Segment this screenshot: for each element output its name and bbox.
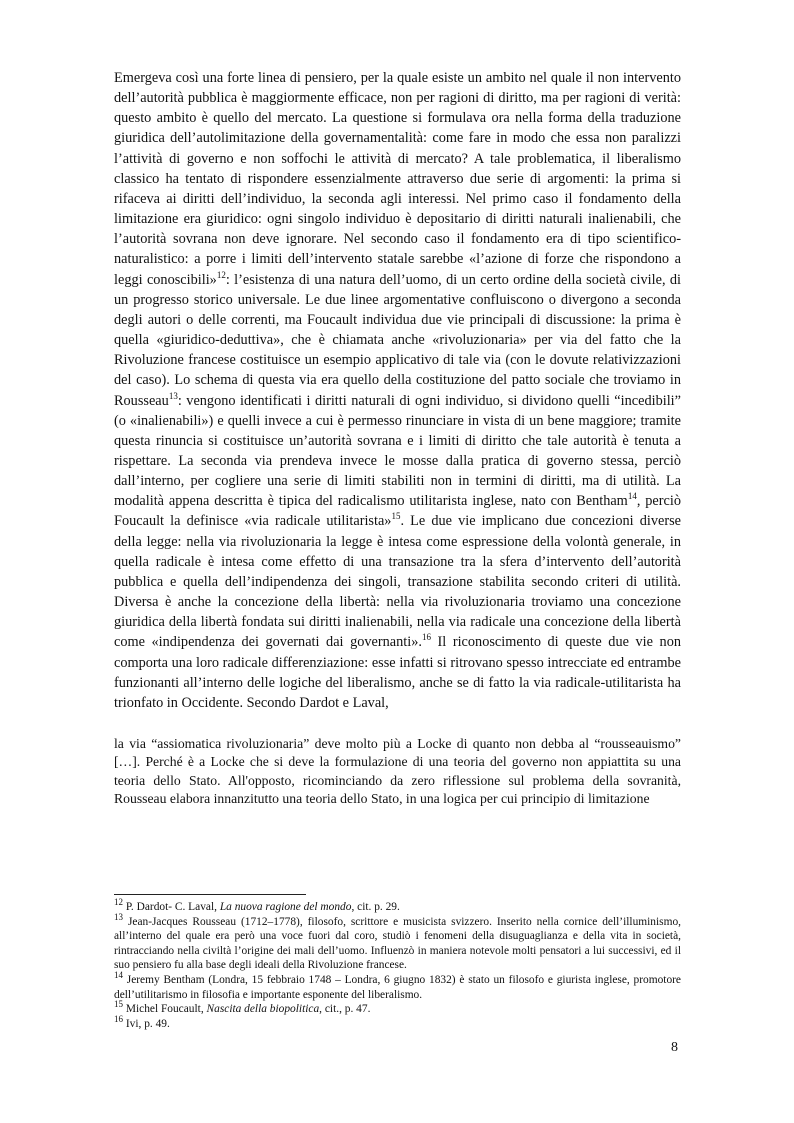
text-run: Emergeva così una forte linea di pensiero, per la quale esiste un ambito nel quale il non intervento dell’autorità pubblica è maggiormente efficace, non per ragioni di diritto, ma per ragioni di verità: questo ambito è quello del mercato. La questione si formulava ora nella forma della traduzione giuridica dell’autolimitazione della governamentalità: come fare in modo che essa non paralizzi l’attività di governo e non soffochi le attività di mercato? A tale problematica, il liberalismo classico ha tentato di rispondere essenzialmente attraverso due serie di argomenti: la prima si rifaceva ai diritti dell’individuo, la seconda agli interessi. Nel primo caso il fondamento della limitazione era giuridico: ogni singolo individuo è depositario di diritti naturali inalienabili, che l’autorità sovrana non deve ignorare. Nel secondo caso il fondamento era di tipo scientifico-naturalistico: a porre i limiti dell’intervento statale sarebbe «l’azione di forze che rispondono a leggi conoscibili»: [114, 70, 681, 288]
footnote-ref-14[interactable]: 14: [627, 491, 637, 502]
block-quote: la via “assiomatica rivoluzionaria” deve molto più a Locke di quanto non debba al “rousseauismo” […]. Perché è a Locke che si deve la formulazione di una teoria del governo non appiattita su una teoria dello Stato. All'opposto, ricominciando da zero riflessione sul problema della sovranità, Rousseau elabora innanzitutto una teoria dello Stato, in una logica per cui principio di limitazione: [114, 736, 681, 807]
footnote-text: , cit., p. 47.: [319, 1003, 371, 1016]
footnote-number: 15: [114, 999, 123, 1010]
footnote-ref-15[interactable]: 15: [391, 511, 401, 522]
footnote-text: Michel Foucault,: [123, 1003, 207, 1016]
footnote-text: , cit. p. 29.: [351, 901, 400, 913]
footnote-separator: [114, 894, 306, 895]
footnote-13: [114, 911, 681, 973]
text-run: . Le due vie implicano due concezioni diverse della legge: nella via rivoluzionaria la legge è intesa come espressione della volontà generale, in quella radicale è intesa come effetto di una transazione tra la sfera d’intervento dell’autorità pubblica e quella dell’indipendenza dei singoli, transazione stabilita secondo criteri di utilità. Diversa è anche la concezione della libertà: nella via rivoluzionaria troviamo una concezione giuridica della libertà fondata sui diritti inalienabili, nella via radicale una concezione della libertà come «indipendenza dei governati dai governanti».: [114, 513, 681, 651]
footnote-text: P. Dardot- C. Laval,: [123, 901, 220, 913]
footnote-number: 16: [114, 1013, 123, 1024]
footnotes: [114, 897, 681, 1031]
text-run: , perciò Foucault la definisce «via radicale utilitarista»: [114, 493, 681, 530]
text-run: : l’esistenza di una natura dell’uomo, di un certo ordine della società civile, di un progresso storico universale. Le due linee argomentative confluiscono o divergono a seconda degli autori o delle correnti, ma Foucault individua due vie principali di discussione: la prima è quella «giuridico-deduttiva», che è chiamata anche «rivoluzionaria» per via del fatto che la Rivoluzione francese costituisce un esempio applicativo di tale via (con le dovute relativizzazioni del caso). Lo schema di questa via era quello della costituzione del patto sociale che troviamo in Rousseau: [114, 271, 681, 409]
footnote-15: [114, 999, 681, 1017]
footnote-title: Nascita della biopolitica: [206, 1003, 320, 1016]
footnote-text: Jean-Jacques Rousseau (1712–1778), filosofo, scrittore e musicista svizzero. Inserito nella cornice dell’illuminismo, all’interno del quale era però una voce fuori dal coro, studiò i fenomeni della disuguaglianza e della vita in società, rintracciando nella civiltà l’origine dei mali dell’uomo. Influenzò in maniera notevole molti pensatori a lui successivi, ed il suo pensiero fu alla base degli ideali della Rivoluzione francese.: [114, 915, 681, 972]
footnote-number: 13: [114, 911, 123, 922]
text-run: Il riconoscimento di queste due vie non comporta una loro radicale differenziazione: esse infatti si ritrovano spesso intrecciate ed entrambe funzionanti all’interno delle logiche del liberalismo, anche se di fatto la via radicale-utilitarista ha trionfato in Occidente. Secondo Dardot e Laval,: [114, 634, 681, 711]
footnote-title: La nuova ragione del mondo: [219, 901, 352, 913]
text-run: : vengono identificati i diritti naturali di ogni individuo, si dividono quelli “incedibili” (o «inalienabili») e quelli invece a cui è permesso rinunciare in vista di un bene maggiore; tramite questa rinuncia si costituisce un’autorità sovrana e i limiti di diritto che tale autorità è tenuta a rispettare. La seconda via prendeva invece le mosse dalla pratica di governo stessa, perciò dall’interno, per cogliere una serie di limiti stabiliti non in termini di diritti, ma di utilità. La modalità appena descritta è tipica del radicalismo utilitarista inglese, nato con Bentham: [114, 392, 681, 510]
footnote-14: [114, 970, 681, 1002]
footnote-text: Ivi, p. 49.: [123, 1017, 170, 1030]
footnote-ref-16[interactable]: 16: [421, 632, 431, 643]
footnote-12: [114, 897, 681, 915]
page-number: 8: [671, 1040, 678, 1055]
footnote-text: Jeremy Bentham (Londra, 15 febbraio 1748 – Londra, 6 giugno 1832) è stato un filosofo e giurista inglese, promotore dell’utilitarismo in filosofia e importante esponente del liberalismo.: [114, 973, 681, 1001]
footnote-ref-12[interactable]: 12: [216, 269, 226, 280]
footnote-16: [114, 1013, 681, 1032]
footnote-number: 12: [114, 897, 123, 908]
footnote-ref-13[interactable]: 13: [168, 390, 178, 401]
body-paragraph: [114, 68, 681, 713]
footnote-number: 14: [114, 970, 123, 981]
